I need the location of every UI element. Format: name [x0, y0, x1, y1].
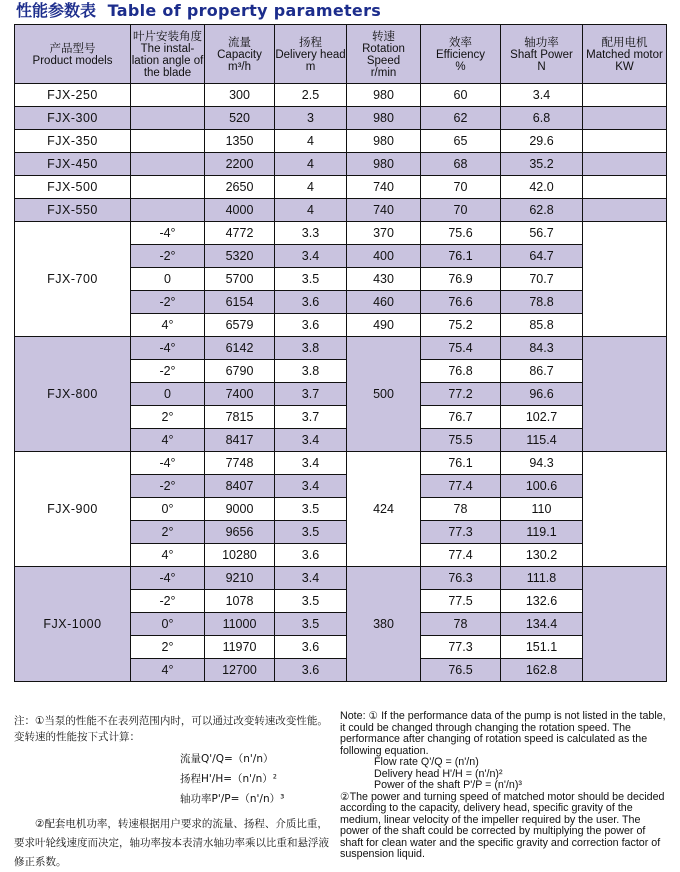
shaft-power-cell: 3.4: [501, 84, 583, 107]
shaft-power-cell: 35.2: [501, 153, 583, 176]
angle-cell: 4°: [131, 429, 205, 452]
shaft-power-cell: 119.1: [501, 521, 583, 544]
head-cell: 3.8: [275, 360, 347, 383]
efficiency-cell: 77.4: [421, 475, 501, 498]
capacity-cell: 9656: [205, 521, 275, 544]
shaft-power-cell: 29.6: [501, 130, 583, 153]
shaft-power-cell: 56.7: [501, 222, 583, 245]
efficiency-cell: 68: [421, 153, 501, 176]
motor-cell: [583, 176, 667, 199]
angle-cell: 2°: [131, 521, 205, 544]
head-cell: 4: [275, 176, 347, 199]
angle-cell: 2°: [131, 406, 205, 429]
capacity-cell: 6579: [205, 314, 275, 337]
header-row: [15, 25, 667, 84]
title-cn: 性能参数表: [16, 1, 97, 20]
motor-cell: [583, 199, 667, 222]
capacity-cell: 520: [205, 107, 275, 130]
speed-cell: 980: [347, 84, 421, 107]
model-cell: FJX-300: [15, 107, 131, 130]
note-en-eq2: Delivery head H'/H = (n'/n)²: [374, 767, 503, 780]
model-cell: FJX-800: [15, 337, 131, 452]
capacity-cell: 1078: [205, 590, 275, 613]
capacity-cell: 5320: [205, 245, 275, 268]
angle-cell: [131, 153, 205, 176]
title-en: Table of property parameters: [107, 1, 382, 20]
angle-cell: 0: [131, 383, 205, 406]
efficiency-cell: 76.9: [421, 268, 501, 291]
capacity-cell: 300: [205, 84, 275, 107]
model-cell: FJX-550: [15, 199, 131, 222]
shaft-power-cell: 84.3: [501, 337, 583, 360]
head-cell: 3.3: [275, 222, 347, 245]
efficiency-cell: 76.3: [421, 567, 501, 590]
note-en-1: Note: ① If the performance data of the pump is not listed in the table, it could be changed through changing the rotation speed. The performance after changing of rotation speed is calculated as the following equation.: [340, 710, 666, 757]
capacity-cell: 9210: [205, 567, 275, 590]
efficiency-cell: 77.3: [421, 521, 501, 544]
head-cell: 3: [275, 107, 347, 130]
page-title: [16, 0, 381, 22]
efficiency-cell: 76.1: [421, 245, 501, 268]
shaft-power-cell: 100.6: [501, 475, 583, 498]
efficiency-cell: 77.5: [421, 590, 501, 613]
capacity-cell: 8417: [205, 429, 275, 452]
note-en-eq3: Power of the shaft P'/P = (n'/n)³: [374, 779, 522, 791]
model-cell: FJX-700: [15, 222, 131, 337]
angle-cell: 0°: [131, 498, 205, 521]
efficiency-cell: 77.3: [421, 636, 501, 659]
angle-cell: -4°: [131, 567, 205, 590]
angle-cell: 4°: [131, 314, 205, 337]
efficiency-cell: 77.2: [421, 383, 501, 406]
shaft-power-cell: 130.2: [501, 544, 583, 567]
head-cell: 3.5: [275, 613, 347, 636]
shaft-power-cell: 86.7: [501, 360, 583, 383]
shaft-power-cell: 162.8: [501, 659, 583, 682]
efficiency-cell: 75.6: [421, 222, 501, 245]
motor-cell: [583, 84, 667, 107]
speed-cell: 424: [347, 452, 421, 567]
model-cell: FJX-350: [15, 130, 131, 153]
head-cell: 3.4: [275, 245, 347, 268]
table-row: [15, 130, 667, 153]
head-cell: 3.4: [275, 475, 347, 498]
motor-cell: [583, 567, 667, 682]
model-cell: FJX-1000: [15, 567, 131, 682]
notes-chinese: [14, 713, 334, 872]
model-cell: FJX-250: [15, 84, 131, 107]
head-cell: 3.7: [275, 383, 347, 406]
speed-cell: 500: [347, 337, 421, 452]
capacity-cell: 2200: [205, 153, 275, 176]
head-cell: 2.5: [275, 84, 347, 107]
angle-cell: [131, 176, 205, 199]
capacity-cell: 2650: [205, 176, 275, 199]
table-row: [15, 199, 667, 222]
shaft-power-cell: 64.7: [501, 245, 583, 268]
header-capacity: 流量 Capacity m³/h: [205, 25, 275, 84]
angle-cell: -2°: [131, 360, 205, 383]
angle-cell: 0°: [131, 613, 205, 636]
head-cell: 3.5: [275, 268, 347, 291]
header-motor: 配用电机 Matched motor KW: [583, 25, 667, 84]
efficiency-cell: 62: [421, 107, 501, 130]
capacity-cell: 6142: [205, 337, 275, 360]
angle-cell: -4°: [131, 337, 205, 360]
shaft-power-cell: 111.8: [501, 567, 583, 590]
capacity-cell: 11970: [205, 636, 275, 659]
shaft-power-cell: 78.8: [501, 291, 583, 314]
header-model: 产品型号 Product models: [15, 25, 131, 84]
shaft-power-cell: 132.6: [501, 590, 583, 613]
efficiency-cell: 65: [421, 130, 501, 153]
table-row: [15, 153, 667, 176]
note-cn-1: 注：①当泵的性能不在表列范围内时，可以通过改变转速改变性能。变转速的性能按下式计算：: [14, 715, 328, 743]
head-cell: 3.4: [275, 452, 347, 475]
table-row: [15, 567, 667, 590]
speed-cell: 980: [347, 107, 421, 130]
angle-cell: -4°: [131, 222, 205, 245]
head-cell: 3.5: [275, 590, 347, 613]
head-cell: 3.4: [275, 567, 347, 590]
model-cell: FJX-450: [15, 153, 131, 176]
angle-cell: 2°: [131, 636, 205, 659]
shaft-power-cell: 134.4: [501, 613, 583, 636]
head-cell: 3.6: [275, 314, 347, 337]
angle-cell: -2°: [131, 245, 205, 268]
angle-cell: -2°: [131, 590, 205, 613]
efficiency-cell: 70: [421, 199, 501, 222]
efficiency-cell: 75.2: [421, 314, 501, 337]
speed-cell: 400: [347, 245, 421, 268]
note-cn-eq1: 流量Q'/Q=（n'/n）: [180, 753, 274, 765]
motor-cell: [583, 107, 667, 130]
speed-cell: 380: [347, 567, 421, 682]
efficiency-cell: 77.4: [421, 544, 501, 567]
head-cell: 3.5: [275, 521, 347, 544]
capacity-cell: 11000: [205, 613, 275, 636]
shaft-power-cell: 62.8: [501, 199, 583, 222]
efficiency-cell: 75.5: [421, 429, 501, 452]
angle-cell: [131, 107, 205, 130]
shaft-power-cell: 85.8: [501, 314, 583, 337]
efficiency-cell: 70: [421, 176, 501, 199]
angle-cell: [131, 130, 205, 153]
motor-cell: [583, 452, 667, 567]
table-row: [15, 176, 667, 199]
capacity-cell: 6790: [205, 360, 275, 383]
angle-cell: 0: [131, 268, 205, 291]
capacity-cell: 4772: [205, 222, 275, 245]
speed-cell: 490: [347, 314, 421, 337]
angle-cell: -2°: [131, 475, 205, 498]
motor-cell: [583, 337, 667, 452]
efficiency-cell: 60: [421, 84, 501, 107]
efficiency-cell: 76.5: [421, 659, 501, 682]
note-cn-eq3: 轴功率P'/P=（n'/n）³: [180, 793, 285, 805]
note-cn-2: ②配套电机功率，转速根据用户要求的流量、扬程、介质比重，要求叶轮线速度而决定，轴功率按本表清水轴功率乘以比重和悬浮液修正系数。: [14, 818, 329, 868]
head-cell: 3.7: [275, 406, 347, 429]
angle-cell: [131, 199, 205, 222]
speed-cell: 980: [347, 130, 421, 153]
header-speed: 转速 Rotation Speed r/min: [347, 25, 421, 84]
shaft-power-cell: 6.8: [501, 107, 583, 130]
shaft-power-cell: 96.6: [501, 383, 583, 406]
head-cell: 3.6: [275, 544, 347, 567]
motor-cell: [583, 153, 667, 176]
head-cell: 4: [275, 130, 347, 153]
capacity-cell: 7815: [205, 406, 275, 429]
speed-cell: 740: [347, 199, 421, 222]
head-cell: 3.6: [275, 636, 347, 659]
property-table: [14, 24, 667, 682]
model-cell: FJX-900: [15, 452, 131, 567]
header-angle: 叶片安装角度 The instal- lation angle of the blade: [131, 25, 205, 84]
head-cell: 3.6: [275, 659, 347, 682]
head-cell: 3.4: [275, 429, 347, 452]
angle-cell: [131, 84, 205, 107]
motor-cell: [583, 222, 667, 337]
capacity-cell: 7748: [205, 452, 275, 475]
angle-cell: 4°: [131, 544, 205, 567]
angle-cell: -2°: [131, 291, 205, 314]
head-cell: 3.5: [275, 498, 347, 521]
table-row: [15, 452, 667, 475]
table-row: [15, 337, 667, 360]
angle-cell: -4°: [131, 452, 205, 475]
notes-english: [340, 711, 670, 861]
note-en-eq1: Flow rate Q'/Q = (n'/n): [374, 756, 479, 768]
efficiency-cell: 75.4: [421, 337, 501, 360]
table-row: [15, 84, 667, 107]
speed-cell: 430: [347, 268, 421, 291]
efficiency-cell: 76.6: [421, 291, 501, 314]
shaft-power-cell: 94.3: [501, 452, 583, 475]
capacity-cell: 12700: [205, 659, 275, 682]
capacity-cell: 6154: [205, 291, 275, 314]
shaft-power-cell: 151.1: [501, 636, 583, 659]
efficiency-cell: 78: [421, 613, 501, 636]
shaft-power-cell: 110: [501, 498, 583, 521]
model-cell: FJX-500: [15, 176, 131, 199]
speed-cell: 370: [347, 222, 421, 245]
efficiency-cell: 76.8: [421, 360, 501, 383]
speed-cell: 980: [347, 153, 421, 176]
speed-cell: 740: [347, 176, 421, 199]
capacity-cell: 4000: [205, 199, 275, 222]
motor-cell: [583, 130, 667, 153]
capacity-cell: 7400: [205, 383, 275, 406]
head-cell: 4: [275, 153, 347, 176]
header-head: 扬程 Delivery head m: [275, 25, 347, 84]
efficiency-cell: 76.1: [421, 452, 501, 475]
capacity-cell: 5700: [205, 268, 275, 291]
speed-cell: 460: [347, 291, 421, 314]
table-row: [15, 107, 667, 130]
head-cell: 3.6: [275, 291, 347, 314]
head-cell: 3.8: [275, 337, 347, 360]
efficiency-cell: 76.7: [421, 406, 501, 429]
header-efficiency: 效率 Efficiency %: [421, 25, 501, 84]
angle-cell: 4°: [131, 659, 205, 682]
note-cn-eq2: 扬程H'/H=（n'/n）²: [180, 773, 277, 785]
capacity-cell: 8407: [205, 475, 275, 498]
capacity-cell: 9000: [205, 498, 275, 521]
shaft-power-cell: 102.7: [501, 406, 583, 429]
note-en-2: ②The power and turning speed of matched motor should be decided according to the capacity, delivery head, specific gravity of the medium, linear velocity of the impeller required by the user. The power of the shaft could be corrected by multiplying the power of shaft for clean water and the specific gravity and correction factor of suspension liquid.: [340, 790, 665, 860]
capacity-cell: 1350: [205, 130, 275, 153]
shaft-power-cell: 42.0: [501, 176, 583, 199]
capacity-cell: 10280: [205, 544, 275, 567]
efficiency-cell: 78: [421, 498, 501, 521]
table-row: [15, 222, 667, 245]
shaft-power-cell: 70.7: [501, 268, 583, 291]
shaft-power-cell: 115.4: [501, 429, 583, 452]
header-shaft-power: 轴功率 Shaft Power N: [501, 25, 583, 84]
head-cell: 4: [275, 199, 347, 222]
